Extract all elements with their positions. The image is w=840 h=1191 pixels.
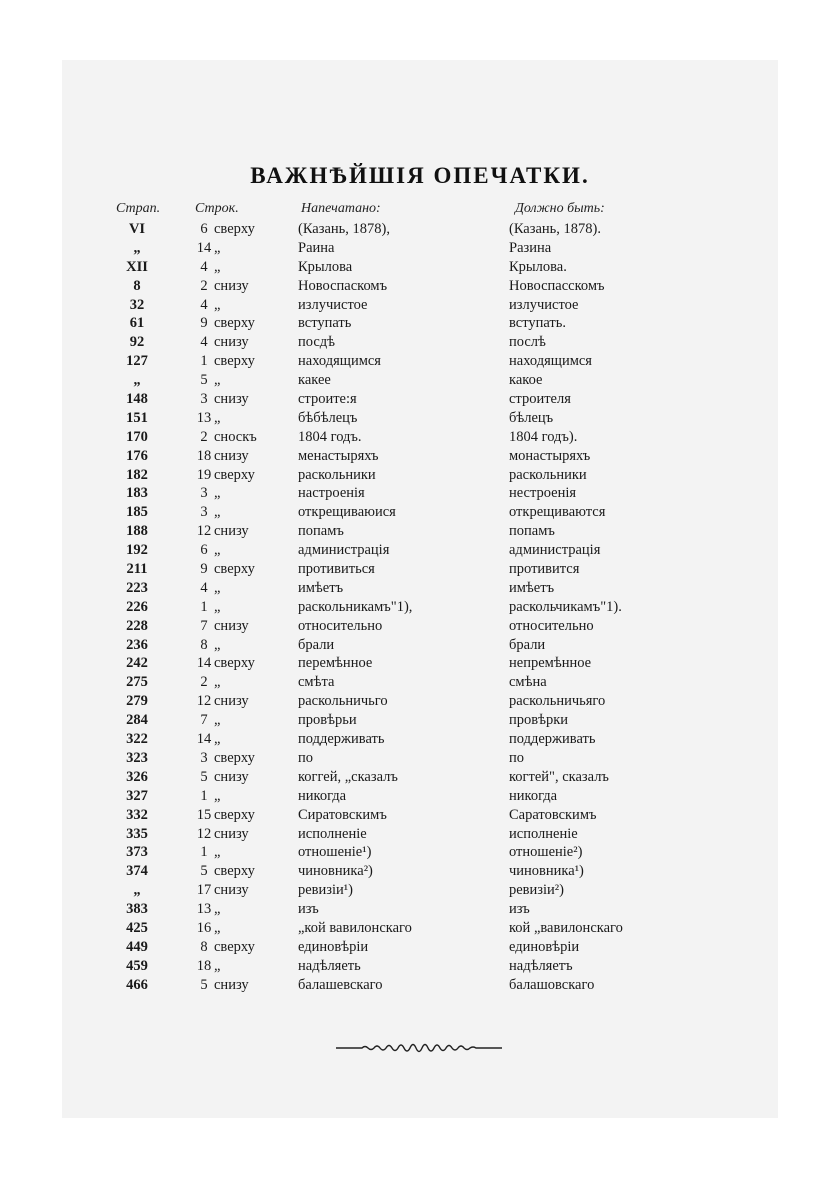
cell-line-number: 3 <box>200 749 208 766</box>
cell-should-be: находящимся <box>509 353 592 370</box>
cell-page: 322 <box>126 731 148 748</box>
cell-line-number: 2 <box>200 277 208 294</box>
cell-page: 192 <box>126 542 148 559</box>
cell-page: 185 <box>126 504 148 521</box>
cell-should-be: излучистое <box>509 296 579 313</box>
cell-page: 466 <box>126 976 148 993</box>
cell-line-direction: сверху <box>214 806 255 823</box>
cell-line-number: 2 <box>200 428 208 445</box>
cell-should-be: раскольничьяго <box>509 693 606 710</box>
cell-printed: чиновника²) <box>298 863 373 880</box>
cell-line-number: 7 <box>200 712 208 729</box>
cell-line-direction: снизу <box>214 882 249 899</box>
cell-line-number: 1 <box>200 598 208 615</box>
table-row <box>0 768 840 787</box>
cell-page: 170 <box>126 428 148 445</box>
cell-line-number: 7 <box>200 617 208 634</box>
cell-line-number: 4 <box>200 334 208 351</box>
cell-printed: находящимся <box>298 353 381 370</box>
cell-page: 148 <box>126 391 148 408</box>
cell-printed: „кой вавилонскаго <box>298 919 412 936</box>
cell-should-be: относительно <box>509 617 594 634</box>
cell-line-number: 19 <box>196 466 212 483</box>
cell-should-be: поддерживать <box>509 731 596 748</box>
cell-printed: изъ <box>298 901 319 918</box>
cell-line-direction: сверху <box>214 655 255 672</box>
ornament-divider <box>334 1040 504 1056</box>
cell-line-direction: снизу <box>214 768 249 785</box>
cell-should-be: какое <box>509 372 543 389</box>
cell-page: XII <box>126 258 148 275</box>
cell-printed: коггей, „сказалъ <box>298 768 398 785</box>
cell-line-number: 5 <box>200 372 208 389</box>
cell-should-be: брали <box>509 636 546 653</box>
cell-line-direction: „ <box>214 239 221 256</box>
cell-line-direction: сверху <box>214 353 255 370</box>
cell-should-be: по <box>509 749 525 766</box>
cell-line-number: 17 <box>196 882 212 899</box>
cell-page: 183 <box>126 485 148 502</box>
cell-line-direction: „ <box>214 598 221 615</box>
cell-line-direction: „ <box>214 674 221 691</box>
cell-line-number: 12 <box>196 693 212 710</box>
cell-should-be: открещиваются <box>509 504 606 521</box>
cell-line-number: 5 <box>200 768 208 785</box>
cell-line-number: 9 <box>200 561 208 578</box>
cell-line-number: 13 <box>196 901 212 918</box>
table-row <box>0 617 840 636</box>
cell-page: 223 <box>126 579 148 596</box>
cell-page: 182 <box>126 466 148 483</box>
cell-should-be: когтей", сказалъ <box>509 768 609 785</box>
cell-line-number: 6 <box>200 542 208 559</box>
cell-printed: попамъ <box>298 523 344 540</box>
cell-line-number: 5 <box>200 863 208 880</box>
cell-printed: перемѣнное <box>298 655 373 672</box>
cell-printed: надѣляеть <box>298 957 361 974</box>
cell-printed: Крылова <box>298 258 353 275</box>
table-row <box>0 654 840 673</box>
cell-printed: провѣрьи <box>298 712 357 729</box>
cell-page: 236 <box>126 636 148 653</box>
cell-line-direction: „ <box>214 787 221 804</box>
cell-line-direction: сверху <box>214 863 255 880</box>
table-row <box>0 484 840 503</box>
table-row <box>0 390 840 409</box>
cell-page: 226 <box>126 598 148 615</box>
table-row <box>0 730 840 749</box>
cell-page: „ <box>133 372 141 389</box>
cell-should-be: смѣна <box>509 674 547 691</box>
cell-should-be: Саратовскимъ <box>509 806 597 823</box>
cell-page: „ <box>133 239 141 256</box>
cell-page: 335 <box>126 825 148 842</box>
cell-line-direction: снизу <box>214 447 249 464</box>
table-row <box>0 579 840 598</box>
cell-line-number: 1 <box>200 353 208 370</box>
cell-printed: противиться <box>298 561 375 578</box>
cell-printed: поддерживать <box>298 731 385 748</box>
cell-line-number: 16 <box>196 919 212 936</box>
cell-printed: раскольники <box>298 466 376 483</box>
cell-page: 373 <box>126 844 148 861</box>
cell-printed: Раина <box>298 239 335 256</box>
cell-printed: раскольникамъ"1), <box>298 598 413 615</box>
cell-should-be: единовѣріи <box>509 938 580 955</box>
cell-page: VI <box>128 221 146 237</box>
table-row <box>0 409 840 428</box>
cell-line-number: 5 <box>200 976 208 993</box>
cell-line-direction: снизу <box>214 825 249 842</box>
table-row <box>0 598 840 617</box>
cell-printed: никогда <box>298 787 347 804</box>
cell-page: 326 <box>126 768 148 785</box>
cell-line-number: 12 <box>196 825 212 842</box>
cell-line-number: 3 <box>200 391 208 408</box>
table-row <box>0 466 840 485</box>
cell-line-direction: снизу <box>214 693 249 710</box>
table-row <box>0 806 840 825</box>
cell-should-be: Новоспасскомъ <box>509 277 605 294</box>
header-page: Страп. <box>116 201 161 216</box>
cell-line-number: 4 <box>200 258 208 275</box>
cell-printed: посдѣ <box>298 334 336 351</box>
table-row <box>0 447 840 466</box>
table-row <box>0 258 840 277</box>
cell-page: 275 <box>126 674 148 691</box>
table-row <box>0 900 840 919</box>
cell-page: 92 <box>129 334 145 351</box>
cell-line-direction: снизу <box>214 277 249 294</box>
cell-line-number: 6 <box>200 221 208 237</box>
cell-page: 459 <box>126 957 148 974</box>
cell-line-number: 14 <box>196 655 212 672</box>
cell-should-be: попамъ <box>509 523 555 540</box>
cell-printed: строите:я <box>298 391 357 408</box>
cell-printed: балашевскаго <box>298 976 383 993</box>
cell-should-be: имѣетъ <box>509 579 555 596</box>
table-row <box>0 938 840 957</box>
table-row <box>0 314 840 333</box>
cell-line-direction: сверху <box>214 221 255 237</box>
cell-printed: (Казань, 1878), <box>298 221 390 237</box>
cell-line-number: 3 <box>200 504 208 521</box>
cell-should-be: монастыряхъ <box>509 447 591 464</box>
table-row <box>0 503 840 522</box>
cell-line-number: 8 <box>200 636 208 653</box>
cell-line-number: 13 <box>196 409 212 426</box>
cell-page: 332 <box>126 806 148 823</box>
table-row <box>0 919 840 938</box>
cell-page: 188 <box>126 523 148 540</box>
table-row <box>0 333 840 352</box>
errata-table <box>0 220 840 995</box>
cell-line-number: 18 <box>196 957 212 974</box>
cell-should-be: противится <box>509 561 580 578</box>
cell-should-be: никогда <box>509 787 558 804</box>
table-row <box>0 296 840 315</box>
cell-line-direction: „ <box>214 636 221 653</box>
cell-line-direction: „ <box>214 485 221 502</box>
table-row <box>0 522 840 541</box>
cell-page: 284 <box>126 712 148 729</box>
cell-printed: какее <box>298 372 331 389</box>
table-row <box>0 881 840 900</box>
cell-should-be: отношеніе²) <box>509 844 583 861</box>
cell-line-direction: „ <box>214 901 221 918</box>
table-row <box>0 976 840 995</box>
cell-line-direction: „ <box>214 542 221 559</box>
table-row <box>0 239 840 258</box>
cell-line-number: 2 <box>200 674 208 691</box>
cell-line-direction: снизу <box>214 391 249 408</box>
table-row <box>0 825 840 844</box>
cell-page: 425 <box>126 919 148 936</box>
table-row <box>0 692 840 711</box>
cell-line-number: 14 <box>196 731 212 748</box>
table-row <box>0 673 840 692</box>
cell-page: 374 <box>126 863 148 880</box>
cell-page: 61 <box>129 315 145 332</box>
cell-line-direction: сноскъ <box>214 428 257 445</box>
cell-line-direction: „ <box>214 579 221 596</box>
cell-should-be: раскольники <box>509 466 587 483</box>
header-should-be: Должно быть: <box>515 201 605 216</box>
cell-line-number: 1 <box>200 787 208 804</box>
cell-line-direction: снизу <box>214 523 249 540</box>
cell-page: 449 <box>126 938 148 955</box>
cell-line-direction: „ <box>214 504 221 521</box>
cell-line-number: 18 <box>196 447 212 464</box>
table-row <box>0 560 840 579</box>
page-title: ВАЖНѢЙШІЯ ОПЕЧАТКИ. <box>250 163 590 188</box>
cell-should-be: администрація <box>509 542 601 559</box>
cell-line-direction: „ <box>214 957 221 974</box>
cell-page: 127 <box>126 353 148 370</box>
cell-page: „ <box>133 882 141 899</box>
cell-should-be: вступать. <box>509 315 566 332</box>
cell-printed: вступать <box>298 315 352 332</box>
cell-line-direction: снизу <box>214 617 249 634</box>
cell-printed: брали <box>298 636 335 653</box>
table-row <box>0 428 840 447</box>
cell-should-be: чиновника¹) <box>509 863 584 880</box>
cell-should-be: бѣлецъ <box>509 409 554 426</box>
cell-should-be: раскольчикамъ"1). <box>509 598 622 615</box>
table-row <box>0 541 840 560</box>
table-row <box>0 220 840 239</box>
cell-should-be: кой „вавилонскаго <box>509 919 623 936</box>
cell-line-direction: „ <box>214 258 221 275</box>
cell-printed: отноcительно <box>298 617 383 634</box>
cell-should-be: изъ <box>509 901 530 918</box>
cell-should-be: непремѣнное <box>509 655 592 672</box>
table-row <box>0 352 840 371</box>
cell-printed: смѣта <box>298 674 335 691</box>
cell-should-be: провѣрки <box>509 712 569 729</box>
cell-page: 176 <box>126 447 148 464</box>
cell-line-number: 14 <box>196 239 212 256</box>
cell-page: 383 <box>126 901 148 918</box>
cell-line-direction: „ <box>214 372 221 389</box>
cell-printed: Новоспаскомъ <box>298 277 388 294</box>
cell-should-be: исполненіе <box>509 825 578 842</box>
cell-printed: настроенія <box>298 485 365 502</box>
cell-should-be: надѣляетъ <box>509 957 573 974</box>
cell-page: 228 <box>126 617 148 634</box>
cell-line-number: 3 <box>200 485 208 502</box>
cell-should-be: 1804 годъ). <box>509 428 578 445</box>
table-row <box>0 711 840 730</box>
cell-printed: открещиваюися <box>298 504 396 521</box>
cell-line-number: 9 <box>200 315 208 332</box>
cell-line-direction: „ <box>214 712 221 729</box>
cell-page: 151 <box>126 409 148 426</box>
cell-line-number: 8 <box>200 938 208 955</box>
cell-line-direction: снизу <box>214 334 249 351</box>
header-line: Строк. <box>195 201 239 216</box>
header-printed: Напечатано: <box>301 201 381 216</box>
cell-printed: единовѣріи <box>298 938 369 955</box>
table-row <box>0 277 840 296</box>
table-row <box>0 862 840 881</box>
cell-line-number: 1 <box>200 844 208 861</box>
cell-printed: 1804 годъ. <box>298 428 362 445</box>
cell-line-direction: сверху <box>214 315 255 332</box>
cell-printed: имѣетъ <box>298 579 344 596</box>
cell-line-direction: „ <box>214 919 221 936</box>
cell-line-direction: „ <box>214 409 221 426</box>
cell-printed: менастыряхъ <box>298 447 379 464</box>
cell-line-number: 4 <box>200 579 208 596</box>
cell-page: 327 <box>126 787 148 804</box>
cell-line-number: 4 <box>200 296 208 313</box>
cell-page: 8 <box>133 277 141 294</box>
cell-page: 32 <box>129 296 145 313</box>
cell-printed: исполненіе <box>298 825 367 842</box>
table-row <box>0 787 840 806</box>
cell-printed: Сиратовскимъ <box>298 806 387 823</box>
cell-page: 211 <box>126 561 148 578</box>
cell-line-direction: „ <box>214 844 221 861</box>
cell-printed: по <box>298 749 314 766</box>
cell-printed: излучистое <box>298 296 368 313</box>
cell-should-be: ревизіи²) <box>509 882 564 899</box>
cell-printed: бѣбѣлецъ <box>298 409 358 426</box>
cell-line-direction: сверху <box>214 466 255 483</box>
cell-should-be: нестроенія <box>509 485 577 502</box>
cell-page: 242 <box>126 655 148 672</box>
cell-should-be: (Казань, 1878). <box>509 221 601 237</box>
cell-line-number: 15 <box>196 806 212 823</box>
table-row <box>0 843 840 862</box>
cell-printed: администрація <box>298 542 390 559</box>
cell-line-direction: „ <box>214 296 221 313</box>
cell-page: 279 <box>126 693 148 710</box>
table-row <box>0 371 840 390</box>
cell-printed: отношеніе¹) <box>298 844 372 861</box>
table-row <box>0 636 840 655</box>
cell-line-direction: снизу <box>214 976 249 993</box>
cell-should-be: строителя <box>509 391 571 408</box>
cell-should-be: послѣ <box>509 334 546 351</box>
cell-line-direction: „ <box>214 731 221 748</box>
cell-line-direction: сверху <box>214 938 255 955</box>
cell-line-direction: сверху <box>214 561 255 578</box>
cell-printed: раскольничьго <box>298 693 388 710</box>
cell-line-number: 12 <box>196 523 212 540</box>
table-row <box>0 749 840 768</box>
cell-line-direction: сверху <box>214 749 255 766</box>
table-row <box>0 957 840 976</box>
cell-should-be: Крылова. <box>509 258 567 275</box>
cell-should-be: балашовскаго <box>509 976 595 993</box>
cell-should-be: Разина <box>509 239 552 256</box>
cell-printed: ревизіи¹) <box>298 882 353 899</box>
cell-page: 323 <box>126 749 148 766</box>
